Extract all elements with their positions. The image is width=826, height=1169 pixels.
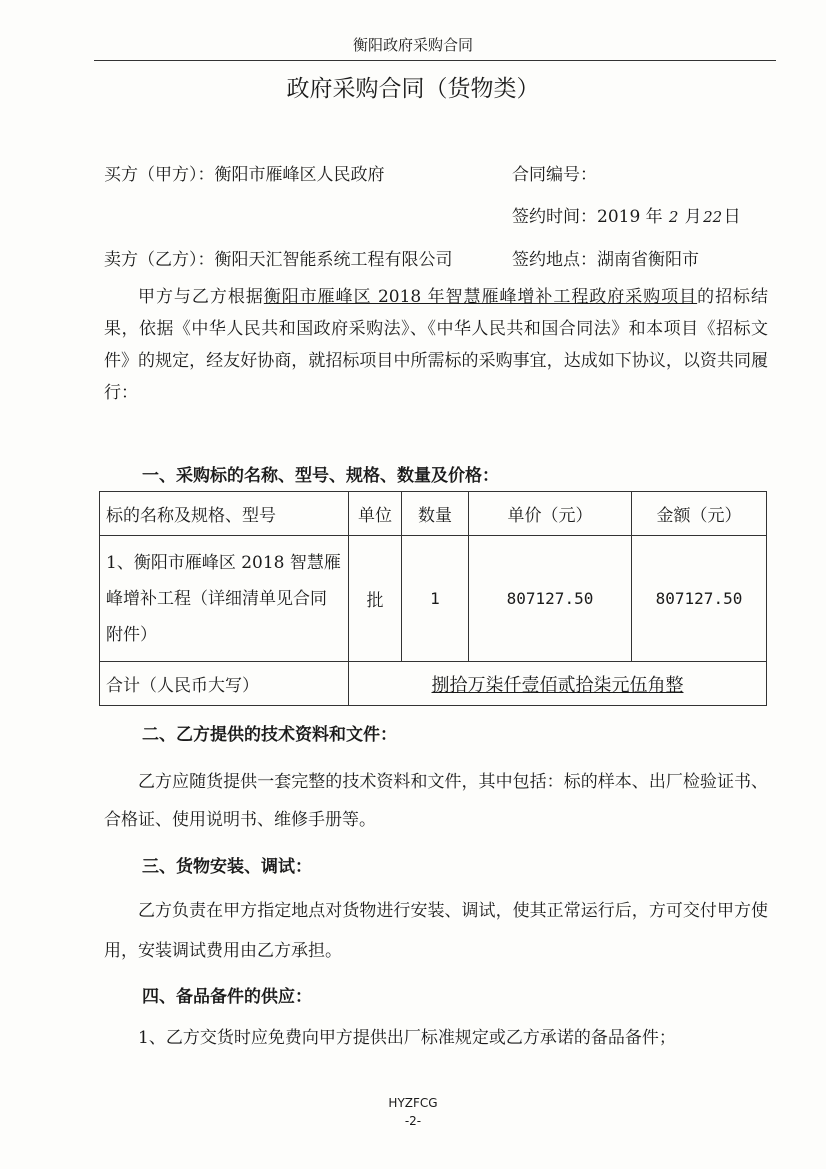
item-unit-cell: 批 [349, 536, 402, 662]
item-name-cell: 1、衡阳市雁峰区 2018 智慧雁峰增补工程（详细清单见合同附件） [100, 536, 349, 662]
footer-code: HYZFCG [388, 1096, 438, 1110]
header-cell: 数量 [402, 492, 469, 536]
header-cell: 金额（元） [632, 492, 767, 536]
header-cell: 单价（元） [469, 492, 632, 536]
intro-text-2: 的招标结果，依据《中华人民共和国政府采购法》、《中华人民共和国合同法》和本项目《招标文件》的规定，经友好协商，就招标项目中所需标的采购事宜，达成如下协议，以资共同履行： [104, 287, 769, 403]
header-cell: 标的名称及规格、型号 [100, 492, 349, 536]
total-value-text: 捌拾万柒仟壹佰贰拾柒元伍角整 [431, 674, 684, 696]
section-2-heading: 二、乙方提供的技术资料和文件： [142, 725, 397, 745]
total-value-cell [349, 662, 767, 706]
document-title: 政府采购合同（货物类） [286, 76, 540, 102]
table-header-row [100, 492, 767, 536]
sign-date-prefix: 签约时间：2019 年 [512, 207, 663, 227]
page-number: -2- [404, 1114, 422, 1128]
buyer-line [104, 160, 385, 185]
section-4-heading: 四、备品备件的供应： [142, 987, 312, 1007]
seller-line [104, 245, 453, 270]
signing-place [512, 245, 699, 270]
table-total-row [100, 662, 767, 706]
intro-paragraph [104, 281, 768, 409]
sign-place-value: 湖南省衡阳市 [597, 250, 699, 270]
items-table [99, 491, 767, 706]
buyer-name: 衡阳市雁峰区人民政府 [214, 165, 385, 185]
header-rule [94, 60, 776, 61]
intro-text-1: 甲方与乙方根据 [138, 287, 264, 307]
signing-date [512, 202, 741, 227]
section-4-body: 1、乙方交货时应免费向甲方提供出厂标准规定或乙方承诺的备品备件； [138, 1028, 676, 1048]
item-unit-price-cell: 807127.50 [469, 536, 632, 662]
section-3-body: 乙方负责在甲方指定地点对货物进行安装、调试，使其正常运行后，方可交付甲方使用，安装调试费用由乙方承担。 [104, 901, 768, 961]
item-amount-cell: 807127.50 [632, 536, 767, 662]
table-row [100, 536, 767, 662]
section-2-body: 乙方应随货提供一套完整的技术资料和文件，其中包括：标的样本、出厂检验证书、合格证、使用说明书、维修手册等。 [104, 772, 768, 830]
handwritten-month: 2 [668, 208, 679, 226]
handwritten-day: 22 [703, 208, 723, 226]
section-1-heading: 一、采购标的名称、型号、规格、数量及价格： [142, 466, 499, 486]
total-label-cell: 合计（人民币大写） [100, 662, 349, 706]
project-name: 衡阳市雁峰区 2018 年智慧雁峰增补工程政府采购项目 [263, 287, 698, 307]
running-header: 衡阳政府采购合同 [352, 36, 473, 54]
seller-label: 卖方（乙方）： [104, 250, 215, 270]
buyer-label: 买方（甲方）： [104, 165, 215, 185]
section-3-heading: 三、货物安装、调试： [142, 857, 312, 877]
sign-place-label: 签约地点： [512, 250, 597, 270]
seller-name: 衡阳天汇智能系统工程有限公司 [214, 250, 453, 270]
sign-day-label: 日 [723, 207, 741, 227]
contract-number-label: 合同编号： [512, 165, 597, 185]
item-quantity-cell: 1 [402, 536, 469, 662]
header-cell: 单位 [349, 492, 402, 536]
sign-month-label: 月 [684, 207, 702, 227]
